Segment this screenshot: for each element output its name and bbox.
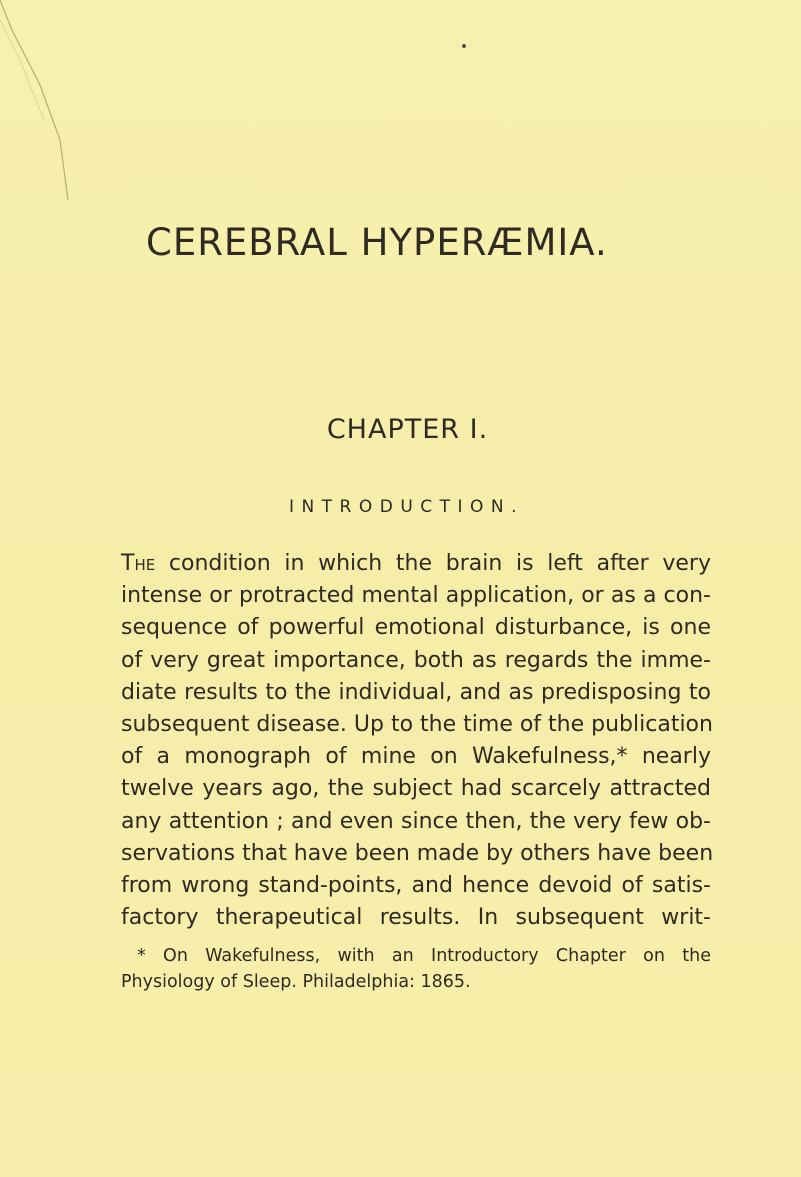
body-line: sequence of powerful emotional disturbance, is one: [121, 615, 711, 641]
body-line: diate results to the individual, and as predisposing to: [121, 679, 711, 705]
speck: [462, 44, 466, 48]
body-line: any attention ; and even since then, the very few ob-: [121, 808, 711, 834]
body-line-1-text: condition in which the brain is left after very: [155, 551, 711, 576]
footnote-line: Physiology of Sleep. Philadelphia: 1865.: [121, 972, 471, 992]
chapter-title: CHAPTER I.: [326, 414, 489, 445]
footnote: [121, 943, 711, 995]
body-line: subsequent disease. Up to the time of the publication: [121, 712, 713, 738]
body-line: of very great importance, both as regards the imme-: [121, 647, 711, 673]
body-line: intense or protracted mental application, or as a con-: [121, 583, 711, 609]
body-line-1: [121, 548, 711, 580]
body-line: servations that have been made by others have been: [121, 840, 714, 866]
footnote-line: * On Wakefulness, with an Introductory Chapter on the: [137, 946, 711, 966]
body-line: of a monograph of mine on Wakefulness,* nearly: [121, 744, 711, 770]
body-line: from wrong stand-points, and hence devoid of satis-: [121, 873, 711, 899]
lead-word: The: [121, 551, 156, 576]
body-paragraph: [121, 548, 714, 934]
body-line: factory therapeutical results. In subsequent writ-: [121, 905, 711, 931]
section-title: INTRODUCTION.: [288, 497, 525, 517]
book-title: CEREBRAL HYPERÆMIA.: [146, 221, 608, 264]
body-line: twelve years ago, the subject had scarcely attracted: [121, 776, 711, 802]
